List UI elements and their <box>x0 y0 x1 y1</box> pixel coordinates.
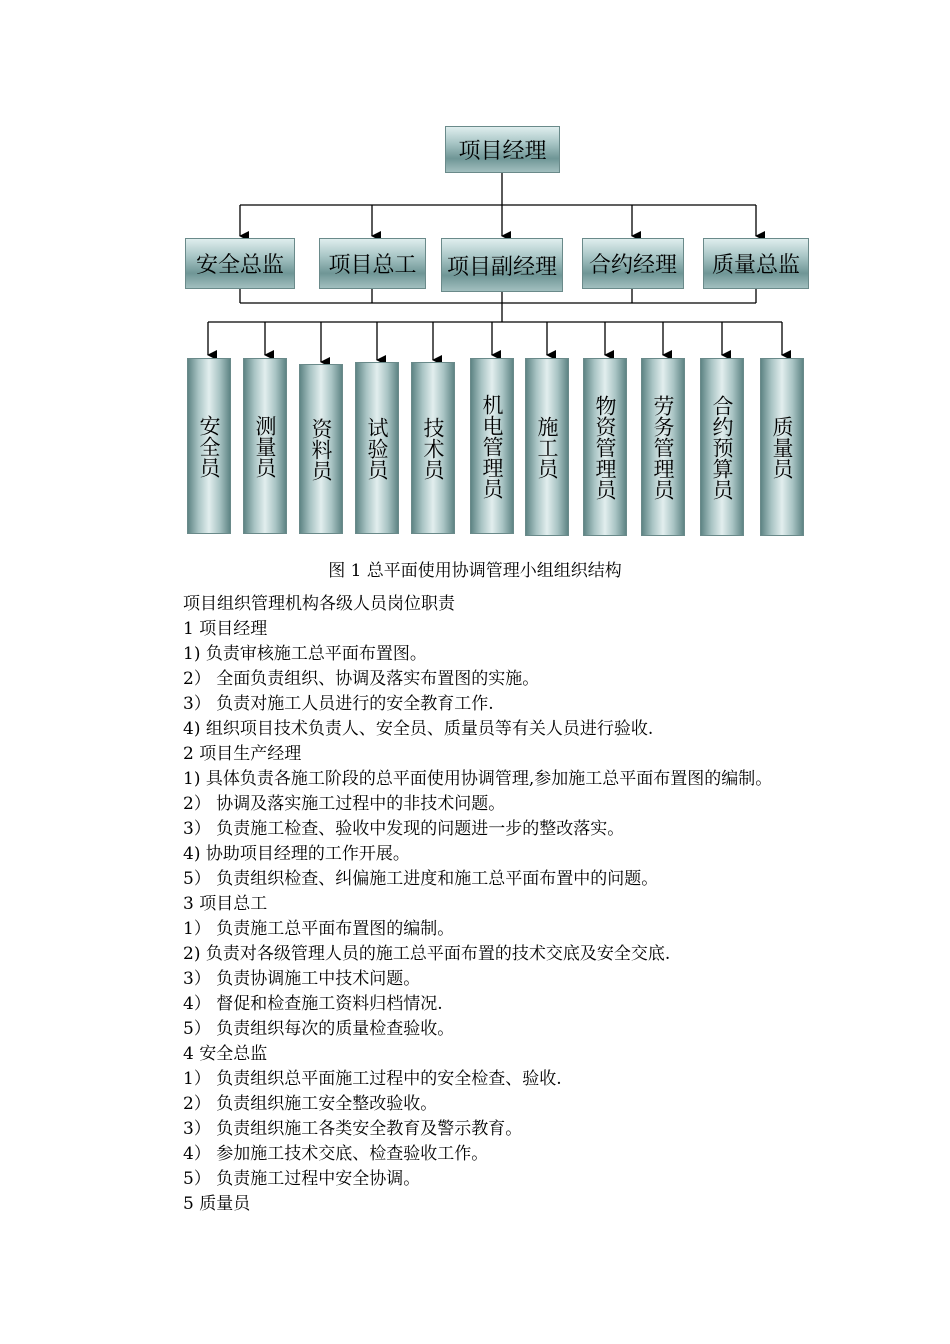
figure-caption: 图 1 总平面使用协调管理小组组织结构 <box>328 561 622 581</box>
duty-item: 5） 负责施工过程中安全协调。 <box>183 1169 421 1189</box>
section-heading: 项目组织管理机构各级人员岗位职责 <box>183 594 455 614</box>
node-deputy-manager: 项目副经理 <box>441 238 563 292</box>
duty-item: 3） 负责协调施工中技术问题。 <box>183 969 421 989</box>
duty-item: 4) 协助项目经理的工作开展。 <box>183 844 410 864</box>
node-chief-engineer: 项目总工 <box>319 238 426 289</box>
node-technician: 技术员 <box>411 362 455 534</box>
node-labor-manager: 劳务管理员 <box>641 358 685 536</box>
subsection-heading: 5 质量员 <box>183 1194 251 1214</box>
duty-item: 4） 督促和检查施工资料归档情况. <box>183 994 443 1014</box>
duty-item: 5） 负责组织检查、纠偏施工进度和施工总平面布置中的问题。 <box>183 869 659 889</box>
duty-item: 3） 负责组织施工各类安全教育及警示教育。 <box>183 1119 523 1139</box>
node-safety-director: 安全总监 <box>185 238 295 289</box>
duty-item: 3） 负责施工检查、验收中发现的问题进一步的整改落实。 <box>183 819 625 839</box>
duty-item: 1） 负责施工总平面布置图的编制。 <box>183 919 455 939</box>
duty-item: 2） 全面负责组织、协调及落实布置图的实施。 <box>183 669 540 689</box>
node-surveyor: 测量员 <box>243 358 287 534</box>
node-budget-officer: 合约预算员 <box>700 358 744 536</box>
node-constructor: 施工员 <box>525 358 569 536</box>
subsection-heading: 2 项目生产经理 <box>183 744 302 764</box>
node-tester: 试验员 <box>355 362 399 534</box>
node-contract-manager: 合约经理 <box>582 238 684 289</box>
subsection-heading: 4 安全总监 <box>183 1044 268 1064</box>
duty-item: 1） 负责组织总平面施工过程中的安全检查、验收. <box>183 1069 562 1089</box>
node-project-manager: 项目经理 <box>445 126 560 173</box>
subsection-heading: 3 项目总工 <box>183 894 268 914</box>
duty-item: 4) 组织项目技术负责人、安全员、质量员等有关人员进行验收. <box>183 719 654 739</box>
node-materials-manager: 物资管理员 <box>583 358 627 536</box>
node-quality-director: 质量总监 <box>703 238 809 289</box>
duty-item: 2） 负责组织施工安全整改验收。 <box>183 1094 438 1114</box>
duty-item: 3） 负责对施工人员进行的安全教育工作. <box>183 694 494 714</box>
duty-item: 2) 负责对各级管理人员的施工总平面布置的技术交底及安全交底. <box>183 944 671 964</box>
duty-item: 5） 负责组织每次的质量检查验收。 <box>183 1019 455 1039</box>
node-safety-officer: 安全员 <box>187 358 231 534</box>
duty-item: 4） 参加施工技术交底、检查验收工作。 <box>183 1144 489 1164</box>
node-quality-officer: 质量员 <box>760 358 804 536</box>
duty-item: 1) 具体负责各施工阶段的总平面使用协调管理,参加施工总平面布置图的编制。 <box>183 769 773 789</box>
node-document-clerk: 资料员 <box>299 364 343 534</box>
duty-item: 2） 协调及落实施工过程中的非技术问题。 <box>183 794 506 814</box>
duties-text <box>183 592 903 1217</box>
node-mep-manager: 机电管理员 <box>470 358 514 534</box>
subsection-heading: 1 项目经理 <box>183 619 268 639</box>
duty-item: 1) 负责审核施工总平面布置图。 <box>183 644 427 664</box>
